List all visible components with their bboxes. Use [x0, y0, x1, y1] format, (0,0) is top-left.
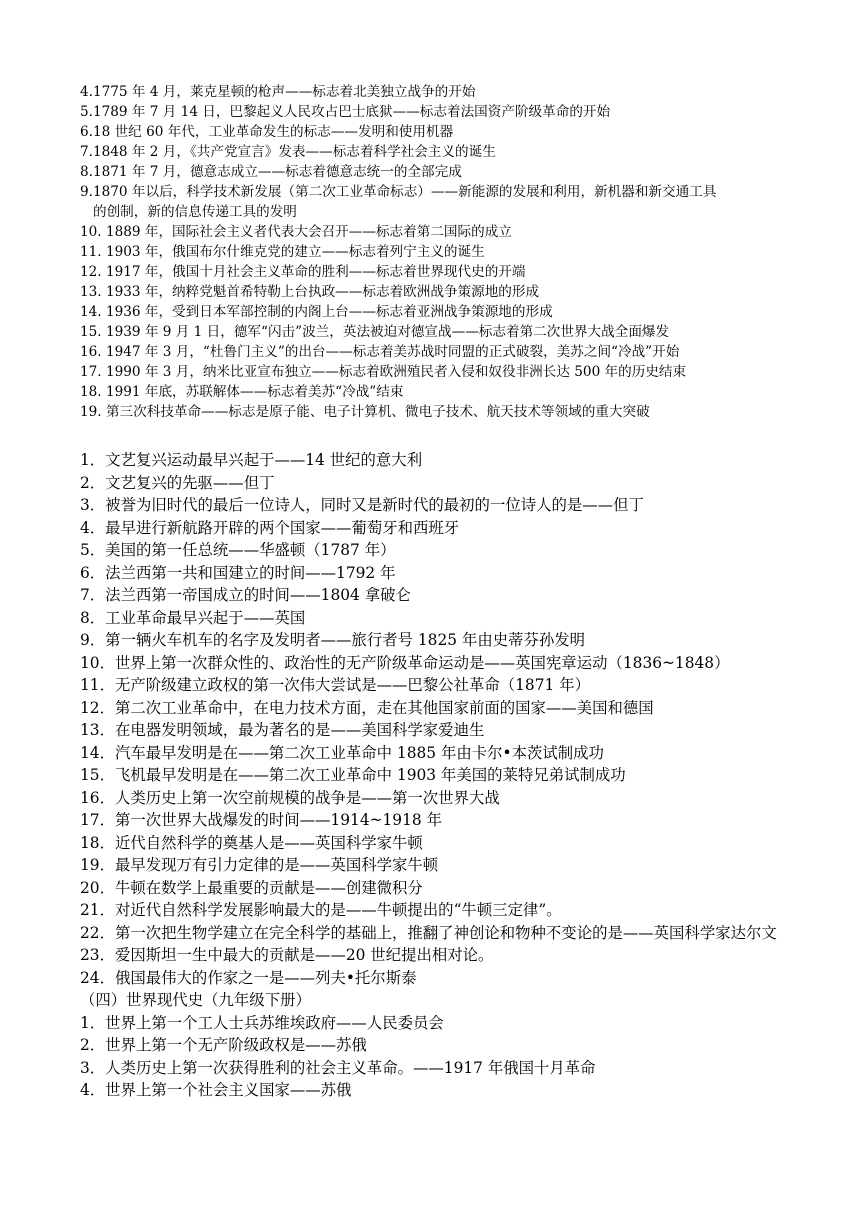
- fact-item: 2．文艺复兴的先驱——但丁: [80, 473, 275, 492]
- fact-item: 4．最早进行新航路开辟的两个国家——葡萄牙和西班牙: [80, 518, 460, 537]
- fact-item: 21．对近代自然科学发展影响最大的是——牛顿提出的“牛顿三定律”。: [80, 901, 562, 919]
- timeline-item: 4.1775 年 4 月，莱克星顿的枪声——标志着北美独立战争的开始: [80, 84, 476, 100]
- timeline-item: 13. 1933 年，纳粹党魁首希特勒上台执政——标志着欧洲战争策源地的形成: [80, 284, 540, 300]
- fact-item: 7．法兰西第一帝国成立的时间——1804 拿破仑: [80, 586, 411, 604]
- fact-item: 19．最早发现万有引力定律的是——英国科学家牛顿: [80, 856, 439, 874]
- timeline-item: 14. 1936 年，受到日本军部控制的内阁上台——标志着亚洲战争策源地的形成: [80, 304, 553, 320]
- fact-item: 15．飞机最早发明是在——第二次工业革命中 1903 年美国的莱特兄弟试制成功: [80, 766, 626, 784]
- timeline-item: 17. 1990 年 3 月，纳米比亚宣布独立——标志着欧洲殖民者入侵和奴役非洲长达 500 年的历史结束: [80, 364, 687, 380]
- fact-item: 10．世界上第一次群众性的、政治性的无产阶级革命运动是——英国宪章运动（1836~1848）: [80, 653, 730, 672]
- timeline-item: 7.1848 年 2 月，《共产党宣言》发表——标志着科学社会主义的诞生: [80, 144, 496, 160]
- timeline-item: 16. 1947 年 3 月，“杜鲁门主义”的出台——标志着美苏战时同盟的正式破裂，美苏之间“冷战”开始: [80, 344, 680, 360]
- fact-item: 3．人类历史上第一次获得胜利的社会主义革命。——1917 年俄国十月革命: [80, 1058, 596, 1077]
- timeline-item: 8.1871 年 7 月，德意志成立——标志着德意志统一的全部完成: [80, 164, 462, 180]
- timeline-item: 6.18 世纪 60 年代，工业革命发生的标志——发明和使用机器: [80, 124, 454, 140]
- timeline-item: [80, 182, 800, 222]
- fact-item: 2．世界上第一个无产阶级政权是——苏俄: [80, 1036, 367, 1054]
- fact-item: 14．汽车最早发明是在——第二次工业革命中 1885 年由卡尔•本茨试制成功: [80, 743, 604, 762]
- fact-item: 4．世界上第一个社会主义国家——苏俄: [80, 1081, 352, 1099]
- fact-item: 16．人类历史上第一次空前规模的战争是——第一次世界大战: [80, 788, 500, 807]
- fact-item: 5．美国的第一任总统——华盛顿（1787 年）: [80, 541, 396, 559]
- timeline-item: 10. 1889 年，国际社会主义者代表大会召开——标志着第二国际的成立: [80, 224, 512, 240]
- fact-item: 8．工业革命最早兴起于——英国: [80, 608, 306, 627]
- timeline-item: 18. 1991 年底，苏联解体——标志着美苏“冷战”结束: [80, 384, 404, 400]
- fact-item: 24．俄国最伟大的作家之一是——列夫•托尔斯泰: [80, 968, 417, 987]
- timeline-item: 15. 1939 年 9 月 1 日，德军“闪击”波兰，英法被迫对德宣战——标志着第二次世界大战全面爆发: [80, 324, 670, 340]
- fact-item: 6．法兰西第一共和国建立的时间——1792 年: [80, 563, 396, 582]
- timeline-item-text: 9.1870 年以后，科学技术新发展（第二次工业革命标志）——新能源的发展和利用，新机器和新交通工具: [80, 184, 717, 200]
- fact-item: 1．世界上第一个工人士兵苏维埃政府——人民委员会: [80, 1013, 444, 1032]
- timeline-item: 11. 1903 年，俄国布尔什维克党的建立——标志着列宁主义的诞生: [80, 244, 485, 260]
- fact-item: 1．文艺复兴运动最早兴起于——14 世纪的意大利: [80, 451, 423, 469]
- timeline-item: 12. 1917 年，俄国十月社会主义革命的胜利——标志着世界现代史的开端: [80, 264, 526, 280]
- fact-item: 9．第一辆火车机车的名字及发明者——旅行者号 1825 年由史蒂芬孙发明: [80, 631, 586, 649]
- timeline-item-continuation: 的创制，新的信息传递工具的发明: [93, 204, 297, 220]
- fact-item: 18．近代自然科学的奠基人是——英国科学家牛顿: [80, 833, 423, 852]
- timeline-item: 5.1789 年 7 月 14 日，巴黎起义人民攻占巴士底狱——标志着法国资产阶级革命的开始: [80, 104, 611, 120]
- fact-item: 23．爱因斯坦一生中最大的贡献是——20 世纪提出相对论。: [80, 946, 494, 964]
- fact-item: 20．牛顿在数学上最重要的贡献是——创建微积分: [80, 878, 423, 897]
- fact-item: 22．第一次把生物学建立在完全科学的基础上，推翻了神创论和物种不变论的是——英国科学家达尔文: [80, 923, 777, 942]
- fact-item: 12．第二次工业革命中，在电力技术方面，走在其他国家前面的国家——美国和德国: [80, 698, 654, 717]
- fact-item: 3．被誉为旧时代的最后一位诗人，同时又是新时代的最初的一位诗人的是——但丁: [80, 496, 644, 514]
- fact-item: 17．第一次世界大战爆发的时间——1914~1918 年: [80, 811, 442, 829]
- timeline-section: [80, 82, 800, 422]
- fact-item: 13．在电器发明领域，最为著名的是——美国科学家爱迪生: [80, 721, 485, 739]
- timeline-item: 19. 第三次科技革命——标志是原子能、电子计算机、微电子技术、航天技术等领域的重大突破: [80, 404, 650, 420]
- fact-item: 11．无产阶级建立政权的第一次伟大尝试是——巴黎公社革命（1871 年）: [80, 676, 590, 694]
- facts-section: [80, 449, 820, 1102]
- section-heading: （四）世界现代史（九年级下册）: [80, 991, 311, 1009]
